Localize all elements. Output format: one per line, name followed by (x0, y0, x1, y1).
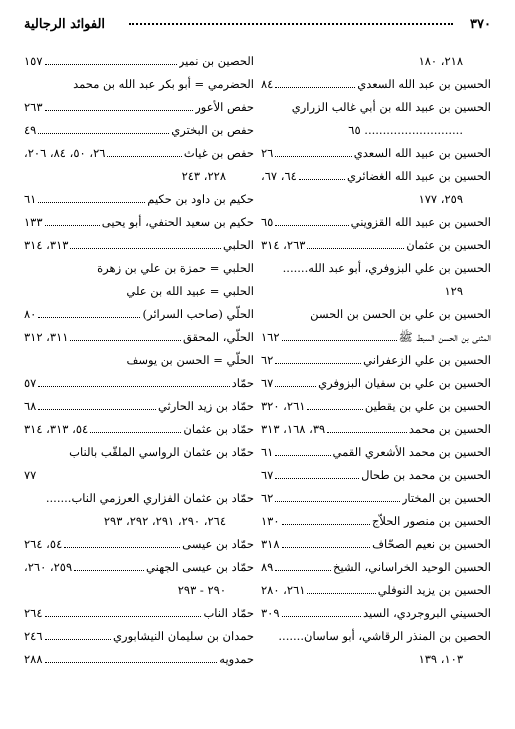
dot-leader (64, 547, 180, 548)
index-entry (24, 303, 254, 326)
dot-leader (307, 248, 404, 249)
dot-leader (275, 156, 351, 157)
dot-leader (45, 662, 218, 663)
index-entry (261, 372, 491, 395)
entry-name: حفص بن غياث (183, 146, 254, 160)
page-refs: ٢٦٤، ٢٩٠، ٢٩١، ٢٩٢، ٢٩٣ (103, 514, 226, 528)
page-refs: ٢٢٨، ٢٤٣ (181, 169, 226, 183)
index-entry (261, 487, 491, 510)
entry-name: الحسين بن محمد بن طحال (361, 468, 491, 482)
entry-name: الحلّي، المحقق (182, 330, 254, 344)
entry-pages: ٦١ (261, 445, 274, 459)
entry-name: حكيم بن سعيد الحنفي، أبو يحيى (101, 215, 254, 229)
entry-pages: ٦٥ (261, 215, 274, 229)
entry-name: حمّاد بن عيسى (182, 537, 254, 551)
index-entry (24, 648, 254, 671)
dot-leader (307, 409, 362, 410)
index-entry (261, 418, 491, 441)
page-refs: ........................... ٦٥ (348, 123, 463, 137)
index-entry (261, 395, 491, 418)
entry-name: الحسين بن عبيد الله الغضائري (347, 169, 491, 183)
dot-leader (282, 340, 397, 341)
page-refs: ٧٧ (24, 468, 37, 482)
index-entry (261, 234, 491, 257)
page-number: ٣٧٠ (470, 17, 491, 32)
dot-leader (275, 478, 359, 479)
dot-leader (282, 547, 371, 548)
entry-pages: ٢٦ (261, 146, 274, 160)
dot-leader (45, 110, 194, 111)
index-entry (261, 556, 491, 579)
dot-leader (74, 570, 144, 571)
entry-pages: ٤٩ (24, 123, 37, 137)
index-entry (24, 602, 254, 625)
dot-leader (275, 501, 399, 502)
index-entry (261, 533, 491, 556)
index-entry (261, 326, 491, 349)
dot-leader (275, 455, 330, 456)
page-refs: ١٠٣، ١٣٩ (418, 652, 463, 666)
index-entry (261, 602, 491, 625)
index-entry (24, 418, 254, 441)
entry-pages: ٦٢ (261, 491, 274, 505)
entry-name: الحسين بن علي بن يقطين (364, 399, 491, 413)
dot-leader (38, 409, 156, 410)
entry-name: الحسين بن نعيم الصحّاف (372, 537, 491, 551)
dot-leader (327, 432, 407, 433)
entry-pages: ٢٦٤ (24, 606, 43, 620)
entry-pages: ١٣٣ (24, 215, 43, 229)
entry-name: الحسين بن عبيد الله القزويني (350, 215, 491, 229)
entry-name: حمّاد بن زيد الحارثي (157, 399, 254, 413)
running-title: الفوائد الرجالية (24, 17, 106, 32)
entry-pages: ٨٩ (261, 560, 274, 574)
entry-name: الحسين بن منصور الحلاّج (371, 514, 491, 528)
index-entry (24, 625, 254, 648)
entry-pages: ٦٢ (261, 353, 274, 367)
cross-reference: الحلبي = حمزة بن علي بن زهرة (97, 261, 254, 275)
entry-name: الحسين بن عبد الله السعدي (357, 77, 491, 91)
dot-leader (107, 156, 181, 157)
entry-name: الحسين بن يزيد النوفلي (377, 583, 491, 597)
page-refs: ٢٥٩، ١٧٧ (418, 192, 463, 206)
page-refs: ١٢٩ (444, 284, 463, 298)
dot-leader (70, 340, 181, 341)
index-entry (24, 50, 254, 73)
entry-name: حمّاد بن عيسى الجهني (146, 560, 254, 574)
entry-pages: ٢٦٣ (24, 100, 43, 114)
entry-pages: ٨٤ (261, 77, 274, 91)
entry-pages: ٨٠ (24, 307, 37, 321)
entry-name: الحسين بن محمد الأشعري القمي (332, 445, 491, 459)
entry-pages: ٥٧ (24, 376, 37, 390)
dot-leader (307, 593, 375, 594)
index-entry (24, 326, 254, 349)
index-entry (24, 188, 254, 211)
index-entry (261, 142, 491, 165)
entry-name: حكيم بن داود بن حكيم (147, 192, 254, 206)
index-entry (24, 119, 254, 142)
entry-name: الحصين بن نمير (178, 54, 254, 68)
dot-leader (275, 225, 348, 226)
dot-leader (45, 616, 202, 617)
dot-leader (45, 64, 177, 65)
index-entry (24, 395, 254, 418)
dot-leader (38, 317, 140, 318)
dot-leader (299, 179, 345, 180)
index-entry (24, 533, 254, 556)
entry-name: حمّاد بن عثمان الرواسي الملقّب بالناب (69, 445, 254, 459)
entry-name: الحصين بن المنذر الرقاشي، أبو ساسان....... (278, 629, 491, 643)
index-entry (24, 142, 254, 165)
entry-name: حمدان بن سليمان النيشابوري (113, 629, 254, 643)
index-entry (24, 211, 254, 234)
index-entry (261, 349, 491, 372)
page-header (24, 14, 491, 36)
entry-pages: ٦٤، ٦٧، (261, 169, 297, 183)
page-refs: ٢٩٠ - ٢٩٣ (177, 583, 226, 597)
dot-leader (275, 87, 355, 88)
entry-name: الحسين بن عثمان (406, 238, 491, 252)
header-dot-leader (129, 23, 453, 25)
entry-name: حفص بن البختري (171, 123, 254, 137)
dot-leader (45, 225, 100, 226)
entry-name: الحلبي (223, 238, 254, 252)
index-entry (24, 556, 254, 579)
entry-name: الحلّي (صاحب السرائر) (142, 307, 254, 321)
entry-name: حمّاد (231, 376, 254, 390)
entry-name: الحسين بن علي بن الحسن بن الحسن (310, 307, 491, 321)
entry-pages: ٥٤، ٢٦٤ (24, 537, 63, 551)
index-entry (24, 372, 254, 395)
index-column-left (24, 50, 254, 671)
entry-name: حمّاد بن عثمان (183, 422, 254, 436)
dot-leader (90, 432, 181, 433)
entry-pages: ٣٠٩ (261, 606, 280, 620)
index-column-right (261, 50, 491, 671)
entry-name: الحسين بن المختار (401, 491, 491, 505)
index-entry (261, 579, 491, 602)
entry-pages: ٣١١، ٣١٢ (24, 330, 69, 344)
dot-leader (70, 248, 221, 249)
dot-leader (275, 386, 316, 387)
entry-pages: ٣١٣، ٣١٤ (24, 238, 69, 252)
entry-name: الحسين بن عبيد الله السعدي (353, 146, 491, 160)
entry-name: حمّاد الناب (203, 606, 254, 620)
dot-leader (38, 133, 169, 134)
entry-pages: ١٥٧ (24, 54, 43, 68)
entry-pages: ١٣٠ (261, 514, 280, 528)
entry-name: الحسين بن علي البزوفري، أبو عبد الله....... (282, 261, 491, 275)
dot-leader (282, 616, 361, 617)
entry-name: الحسين بن عبيد الله بن أبي غالب الزراري (291, 100, 491, 114)
entry-name: الحسين بن محمد (408, 422, 491, 436)
entry-pages: ٢٥٩، ٢٦٠، (24, 560, 73, 574)
index-entry (261, 510, 491, 533)
entry-pages: ٦٧ (261, 376, 274, 390)
page-refs: ٢١٨، ١٨٠ (418, 54, 463, 68)
index-entry (261, 73, 491, 96)
entry-pages: ٢٦٣، ٣١٤ (261, 238, 306, 252)
entry-name: الحسين بن علي بن سفيان البزوفري (318, 376, 491, 390)
entry-pages: ١٦٢ (261, 330, 280, 344)
entry-pages: ٦٨ (24, 399, 37, 413)
entry-name: الحسيني البروجردي، السيد (362, 606, 491, 620)
entry-pages: ٢٦، ٥٠، ٨٤، ٢٠٦، (24, 146, 106, 160)
entry-name: حمّاد بن عثمان الفزاري العرزمي الناب....... (45, 491, 254, 505)
cross-reference: الحلّي = الحسن بن يوسف (126, 353, 254, 367)
index-entry (24, 234, 254, 257)
entry-name: حفص الأعور (195, 100, 254, 114)
dot-leader (45, 639, 112, 640)
index-entry (261, 464, 491, 487)
entry-pages: ٢٦١، ٢٨٠ (261, 583, 306, 597)
entry-pages: ٦٧ (261, 468, 274, 482)
index-entry (24, 96, 254, 119)
entry-name: الحسين الوحيد الخراساني، الشيخ (333, 560, 491, 574)
cross-reference: الحضرمي = أبو بكر عبد الله بن محمد (73, 77, 254, 91)
index-entry (261, 211, 491, 234)
entry-pages: ٦١ (24, 192, 37, 206)
dot-leader (282, 524, 370, 525)
entry-pages: ٣١٨ (261, 537, 280, 551)
entry-pages: ٥٤، ٣١٣، ٣١٤ (24, 422, 89, 436)
cross-reference: الحلبي = عبيد الله بن علي (126, 284, 254, 298)
entry-name: حمدويه (219, 652, 254, 666)
entry-name: المثنى بن الحسن السبط ﷺ (398, 330, 491, 344)
dot-leader (38, 386, 229, 387)
index-entry (261, 165, 491, 188)
index-entry (261, 441, 491, 464)
dot-leader (38, 202, 145, 203)
dot-leader (275, 570, 331, 571)
entry-pages: ٢٦١، ٣٢٠ (261, 399, 306, 413)
dot-leader (275, 363, 361, 364)
entry-name: الحسين بن علي الزعفراني (363, 353, 491, 367)
entry-pages: ٢٨٨ (24, 652, 43, 666)
entry-pages: ٢٤٦ (24, 629, 43, 643)
entry-pages: ٣٩، ١٦٨، ٣١٣ (261, 422, 326, 436)
